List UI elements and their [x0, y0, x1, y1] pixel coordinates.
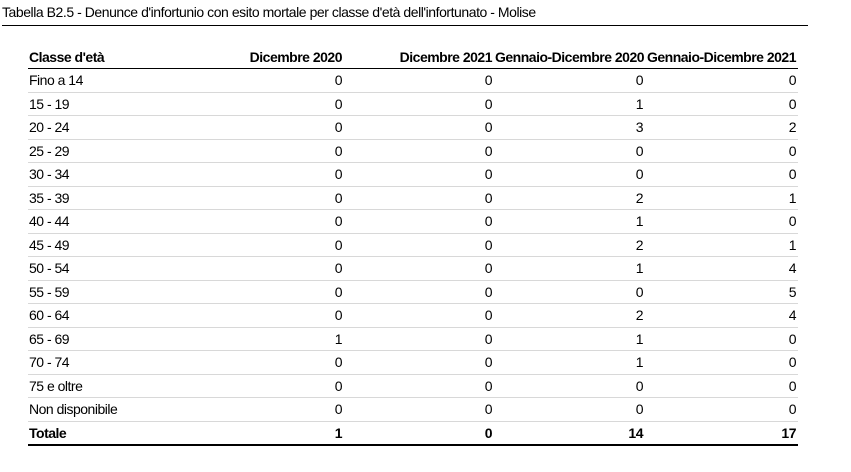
table-row: [28, 233, 798, 257]
age-class-cell: 25 - 29: [28, 139, 176, 163]
table-row: [28, 351, 798, 375]
jan-dec-2020-cell: 1: [494, 327, 645, 351]
jan-dec-2021-cell: 0: [645, 374, 798, 398]
column-header-dec-2020: Dicembre 2020: [176, 45, 344, 69]
jan-dec-2020-cell: 0: [494, 139, 645, 163]
column-header-jan-dec-2021: Gennaio-Dicembre 2021: [645, 45, 798, 69]
dec-2021-cell: 0: [344, 280, 494, 304]
total-jan-dec-2021: 17: [645, 421, 798, 445]
total-label: Totale: [28, 421, 176, 445]
jan-dec-2021-cell: 4: [645, 304, 798, 328]
jan-dec-2020-cell: 0: [494, 280, 645, 304]
total-jan-dec-2020: 14: [494, 421, 645, 445]
dec-2021-cell: 0: [344, 139, 494, 163]
jan-dec-2020-cell: 0: [494, 398, 645, 422]
age-class-cell: 55 - 59: [28, 280, 176, 304]
jan-dec-2020-cell: 1: [494, 210, 645, 234]
jan-dec-2021-cell: 2: [645, 116, 798, 140]
jan-dec-2021-cell: 0: [645, 163, 798, 187]
age-class-cell: 50 - 54: [28, 257, 176, 281]
total-row: [28, 421, 798, 445]
dec-2021-cell: 0: [344, 374, 494, 398]
age-class-cell: 45 - 49: [28, 233, 176, 257]
age-class-cell: 65 - 69: [28, 327, 176, 351]
table-row: [28, 374, 798, 398]
age-class-cell: Non disponibile: [28, 398, 176, 422]
jan-dec-2021-cell: 4: [645, 257, 798, 281]
dec-2020-cell: 0: [176, 186, 344, 210]
dec-2020-cell: 0: [176, 92, 344, 116]
dec-2021-cell: 0: [344, 92, 494, 116]
total-dec-2021: 0: [344, 421, 494, 445]
dec-2020-cell: 0: [176, 163, 344, 187]
table-row: [28, 116, 798, 140]
age-class-cell: 40 - 44: [28, 210, 176, 234]
dec-2020-cell: 0: [176, 139, 344, 163]
age-class-cell: 60 - 64: [28, 304, 176, 328]
column-header-dec-2021: Dicembre 2021: [344, 45, 494, 69]
jan-dec-2020-cell: 3: [494, 116, 645, 140]
dec-2021-cell: 0: [344, 398, 494, 422]
jan-dec-2021-cell: 0: [645, 327, 798, 351]
dec-2021-cell: 0: [344, 351, 494, 375]
table-row: [28, 280, 798, 304]
table-row: [28, 139, 798, 163]
dec-2020-cell: 1: [176, 327, 344, 351]
data-table: [28, 45, 798, 446]
jan-dec-2020-cell: 0: [494, 374, 645, 398]
jan-dec-2021-cell: 0: [645, 69, 798, 93]
age-class-cell: 35 - 39: [28, 186, 176, 210]
table-row: [28, 163, 798, 187]
dec-2020-cell: 0: [176, 210, 344, 234]
dec-2021-cell: 0: [344, 69, 494, 93]
dec-2021-cell: 0: [344, 186, 494, 210]
header-row: [28, 45, 798, 69]
total-dec-2020: 1: [176, 421, 344, 445]
dec-2020-cell: 0: [176, 69, 344, 93]
jan-dec-2020-cell: 0: [494, 163, 645, 187]
dec-2021-cell: 0: [344, 116, 494, 140]
age-class-cell: 75 e oltre: [28, 374, 176, 398]
jan-dec-2021-cell: 0: [645, 398, 798, 422]
dec-2020-cell: 0: [176, 374, 344, 398]
jan-dec-2021-cell: 1: [645, 186, 798, 210]
table-row: [28, 210, 798, 234]
dec-2021-cell: 0: [344, 304, 494, 328]
table-row: [28, 92, 798, 116]
dec-2020-cell: 0: [176, 280, 344, 304]
age-class-cell: 15 - 19: [28, 92, 176, 116]
dec-2021-cell: 0: [344, 257, 494, 281]
dec-2021-cell: 0: [344, 210, 494, 234]
dec-2021-cell: 0: [344, 327, 494, 351]
age-class-cell: 20 - 24: [28, 116, 176, 140]
table-title: Tabella B2.5 - Denunce d'infortunio con esito mortale per classe d'età dell'infortunato - Molise: [2, 4, 536, 20]
jan-dec-2021-cell: 0: [645, 351, 798, 375]
dec-2020-cell: 0: [176, 116, 344, 140]
jan-dec-2020-cell: 0: [494, 69, 645, 93]
jan-dec-2021-cell: 0: [645, 92, 798, 116]
dec-2020-cell: 0: [176, 351, 344, 375]
table-row: [28, 327, 798, 351]
dec-2020-cell: 0: [176, 304, 344, 328]
jan-dec-2020-cell: 2: [494, 233, 645, 257]
jan-dec-2021-cell: 0: [645, 139, 798, 163]
table-row: [28, 186, 798, 210]
jan-dec-2020-cell: 1: [494, 92, 645, 116]
dec-2020-cell: 0: [176, 233, 344, 257]
jan-dec-2020-cell: 1: [494, 257, 645, 281]
table-row: [28, 304, 798, 328]
table-row: [28, 398, 798, 422]
jan-dec-2021-cell: 1: [645, 233, 798, 257]
age-class-cell: 70 - 74: [28, 351, 176, 375]
dec-2021-cell: 0: [344, 163, 494, 187]
jan-dec-2020-cell: 2: [494, 304, 645, 328]
column-header-age-class: Classe d'età: [28, 45, 176, 69]
jan-dec-2021-cell: 5: [645, 280, 798, 304]
age-class-cell: Fino a 14: [28, 69, 176, 93]
jan-dec-2020-cell: 1: [494, 351, 645, 375]
dec-2020-cell: 0: [176, 398, 344, 422]
title-divider: [2, 25, 808, 26]
table-body: [28, 69, 798, 422]
table-row: [28, 69, 798, 93]
age-class-cell: 30 - 34: [28, 163, 176, 187]
dec-2021-cell: 0: [344, 233, 494, 257]
column-header-jan-dec-2020: Gennaio-Dicembre 2020: [494, 45, 645, 69]
table-row: [28, 257, 798, 281]
dec-2020-cell: 0: [176, 257, 344, 281]
jan-dec-2020-cell: 2: [494, 186, 645, 210]
jan-dec-2021-cell: 0: [645, 210, 798, 234]
